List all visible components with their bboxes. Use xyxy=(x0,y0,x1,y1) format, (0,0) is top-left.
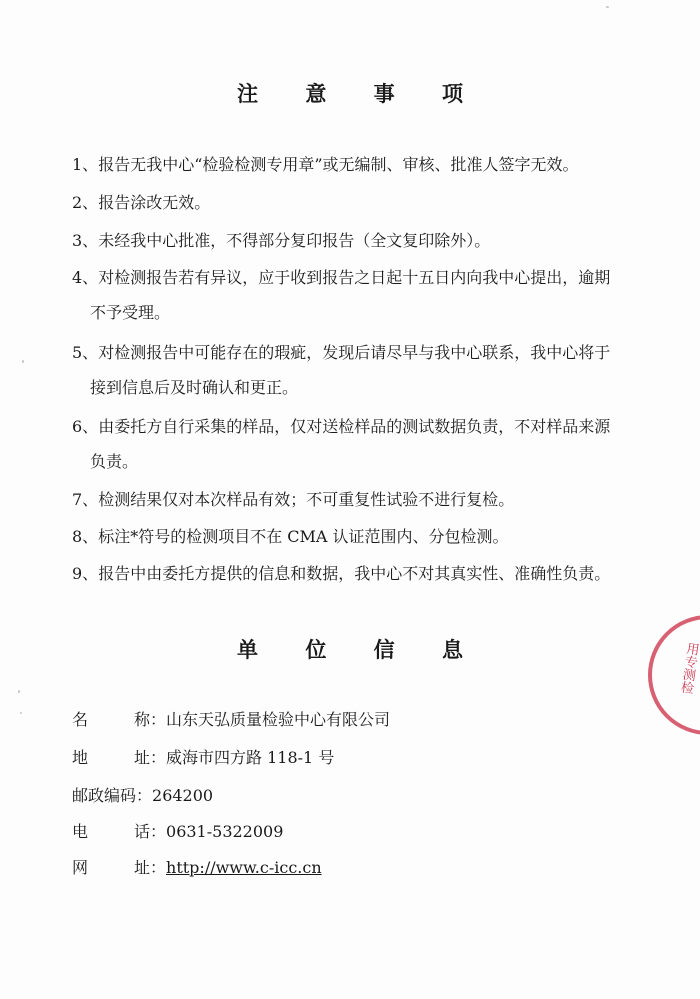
website-link[interactable]: http://www.c-icc.cn xyxy=(166,858,322,877)
notice-item-number: 6、 xyxy=(72,417,99,436)
info-row-website xyxy=(72,858,322,878)
notice-item-text: 检测结果仅对本次样品有效；不可重复性试验不进行复检。 xyxy=(98,490,515,509)
postcode-value: 264200 xyxy=(152,786,214,805)
notice-item-9 xyxy=(72,564,662,584)
notice-item-number: 1、 xyxy=(72,155,99,174)
notice-title: 注 意 事 项 xyxy=(237,82,483,106)
scan-speck xyxy=(18,690,20,693)
info-row-address xyxy=(72,748,334,768)
notice-item-3 xyxy=(72,231,662,251)
notice-item-7 xyxy=(72,490,662,510)
notice-item-continuation: 负责。 xyxy=(90,452,139,471)
notice-item-text: 未经我中心批准，不得部分复印报告（全文复印除外）。 xyxy=(98,231,491,250)
notice-item-text: 对检测报告中可能存在的瑕疵，发现后请尽早与我中心联系，我中心将于 xyxy=(98,343,611,362)
notice-item-text: 由委托方自行采集的样品，仅对送检样品的测试数据负责，不对样品来源 xyxy=(98,417,611,436)
notice-item-continuation: 接到信息后及时确认和更正。 xyxy=(90,378,299,397)
notice-item-8 xyxy=(72,527,662,547)
notice-item-4 xyxy=(72,268,662,323)
notice-item-text: 标注*符号的检测项目不在 CMA 认证范围内、分包检测。 xyxy=(98,527,509,546)
notice-item-6 xyxy=(72,417,662,472)
notice-item-continuation: 不予受理。 xyxy=(90,303,171,322)
info-row-postcode xyxy=(72,786,213,806)
info-label-first-char: 电 xyxy=(72,822,89,841)
info-label: 邮政编码： xyxy=(72,786,153,805)
notice-item-text: 报告涂改无效。 xyxy=(98,193,211,212)
info-label-second-char: 话： xyxy=(134,822,167,841)
seal-stamp-text: 用专测检 xyxy=(677,640,700,695)
info-label-first-char: 网 xyxy=(72,858,89,877)
phone-value: 0631-5322009 xyxy=(166,822,284,841)
scan-speck xyxy=(20,712,22,714)
notice-item-text: 对检测报告若有异议，应于收到报告之日起十五日内向我中心提出，逾期 xyxy=(98,268,611,287)
scan-speck xyxy=(606,6,609,8)
company-name-value: 山东天弘质量检验中心有限公司 xyxy=(166,710,391,729)
unit-info-title: 单 位 信 息 xyxy=(237,638,483,662)
notice-item-number: 2、 xyxy=(72,193,99,212)
info-row-name xyxy=(72,710,390,730)
info-label-first-char: 名 xyxy=(72,710,89,729)
notice-item-number: 9、 xyxy=(72,564,99,583)
notice-item-number: 3、 xyxy=(72,231,99,250)
notice-item-5 xyxy=(72,343,662,398)
scan-speck xyxy=(22,360,24,363)
info-row-phone xyxy=(72,822,283,842)
notice-item-number: 7、 xyxy=(72,490,99,509)
notice-item-text: 报告中由委托方提供的信息和数据，我中心不对其真实性、准确性负责。 xyxy=(98,564,611,583)
notice-item-text: 报告无我中心“检验检测专用章”或无编制、审核、批准人签字无效。 xyxy=(98,155,579,174)
notice-item-number: 4、 xyxy=(72,268,99,287)
notice-item-number: 5、 xyxy=(72,343,99,362)
notice-item-2 xyxy=(72,193,662,213)
info-label-second-char: 称： xyxy=(134,710,167,729)
address-value: 威海市四方路 118-1 号 xyxy=(166,748,335,767)
info-label-second-char: 址： xyxy=(134,748,167,767)
notice-item-number: 8、 xyxy=(72,527,99,546)
notice-item-1 xyxy=(72,155,662,175)
info-label-first-char: 地 xyxy=(72,748,89,767)
info-label-second-char: 址： xyxy=(134,858,167,877)
